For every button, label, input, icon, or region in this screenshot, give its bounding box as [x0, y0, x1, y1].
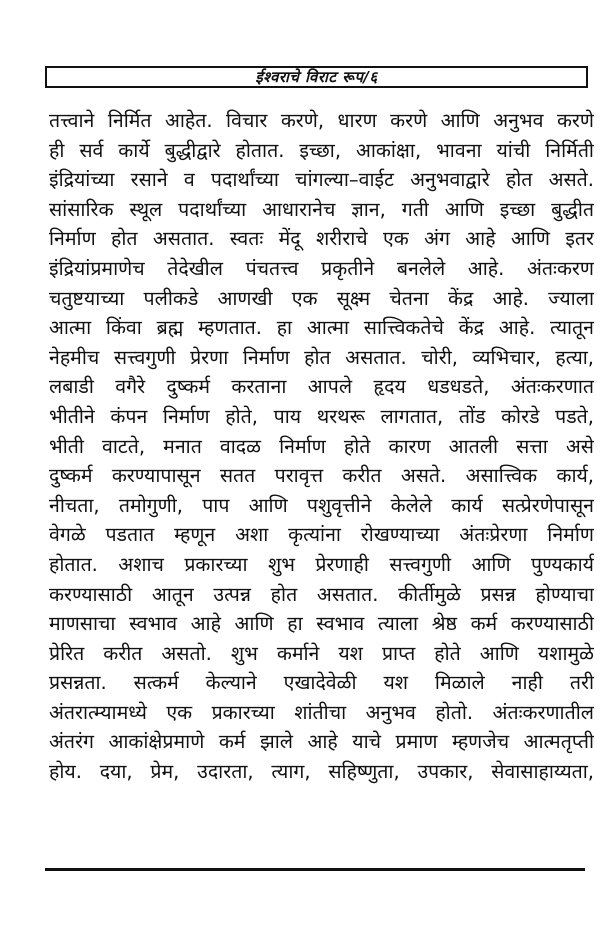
body-line: वेगळे पडतात म्हणून अशा कृत्यांना रोखण्याच्या अंतःप्रेरणा निर्माण [49, 523, 594, 547]
body-line: इंद्रियांच्या रसाने व पदार्थांच्या चांगल्या–वाईट अनुभवाद्वारे होत असते. [49, 168, 594, 192]
body-line: नेहमीच सत्त्वगुणी प्रेरणा निर्माण होत असतात. चोरी, व्यभिचार, हत्या, [49, 345, 594, 369]
body-line: करण्यासाठी आतून उत्पन्न होत असतात. कीर्तीमुळे प्रसन्न होण्याचा [49, 582, 594, 606]
running-head-box [45, 66, 588, 88]
body-line: ही सर्व कार्ये बुद्धीद्वारे होतात. इच्छा, आकांक्षा, भावना यांची निर्मिती [49, 138, 594, 162]
body-line: होतात. अशाच प्रकारच्या शुभ प्रेरणाही सत्त्वगुणी आणि पुण्यकार्य [49, 552, 594, 576]
body-line: दुष्कर्म करण्यापासून सतत परावृत्त करीत असते. असात्त्विक कार्य, [49, 464, 594, 488]
body-line: अंतरात्म्यामध्ये एक प्रकारच्या शांतीचा अनुभव होतो. अंतःकरणातील [49, 700, 594, 724]
body-line: आत्मा किंवा ब्रह्म म्हणतात. हा आत्मा सात्त्विकतेचे केंद्र आहे. त्यातून [49, 316, 594, 340]
body-line: सांसारिक स्थूल पदार्थांच्या आधारानेच ज्ञान, गती आणि इच्छा बुद्धीत [49, 197, 594, 221]
body-line: नीचता, तमोगुणी, पाप आणि पशुवृत्तीने केलेले कार्य सत्प्रेरणेपासून [49, 493, 594, 517]
body-line: तत्त्वाने निर्मित आहेत. विचार करणे, धारण करणे आणि अनुभव करणे [49, 109, 594, 132]
bottom-rule [45, 868, 585, 871]
body-line: इंद्रियांप्रमाणेच तेदेखील पंचतत्त्व प्रकृतीने बनलेले आहे. अंतःकरण [49, 256, 594, 280]
body-line: होय. दया, प्रेम, उदारता, त्याग, सहिष्णुता, उपकार, सेवासाहाय्यता, [49, 760, 594, 784]
body-text [49, 106, 594, 787]
body-line: प्रेरित करीत असतो. शुभ कर्माने यश प्राप्त होते आणि यशामुळे [49, 641, 594, 665]
body-line: निर्माण होत असतात. स्वतः मेंदू शरीराचे एक अंग आहे आणि इतर [49, 227, 594, 251]
running-head: ईश्वराचे विराट रूप/६ [255, 68, 378, 86]
body-line: चतुष्टयाच्या पलीकडे आणखी एक सूक्ष्म चेतना केंद्र आहे. ज्याला [49, 286, 594, 310]
body-line: प्रसन्नता. सत्कर्म केल्याने एखादेवेळी यश मिळाले नाही तरी [49, 671, 594, 695]
body-line: भीतीने कंपन निर्माण होते, पाय थरथरू लागतात, तोंड कोरडे पडते, [49, 404, 594, 428]
body-line: माणसाचा स्वभाव आहे आणि हा स्वभाव त्याला श्रेष्ठ कर्म करण्यासाठी [49, 612, 594, 636]
body-line: अंतरंग आकांक्षेप्रमाणे कर्म झाले आहे याचे प्रमाण म्हणजेच आत्मतृप्ती [49, 730, 594, 754]
body-line: लबाडी वगैरे दुष्कर्म करताना आपले हृदय धडधडते, अंतःकरणात [49, 375, 594, 399]
body-line: भीती वाटते, मनात वादळ निर्माण होते कारण आतली सत्ता असे [49, 434, 594, 458]
